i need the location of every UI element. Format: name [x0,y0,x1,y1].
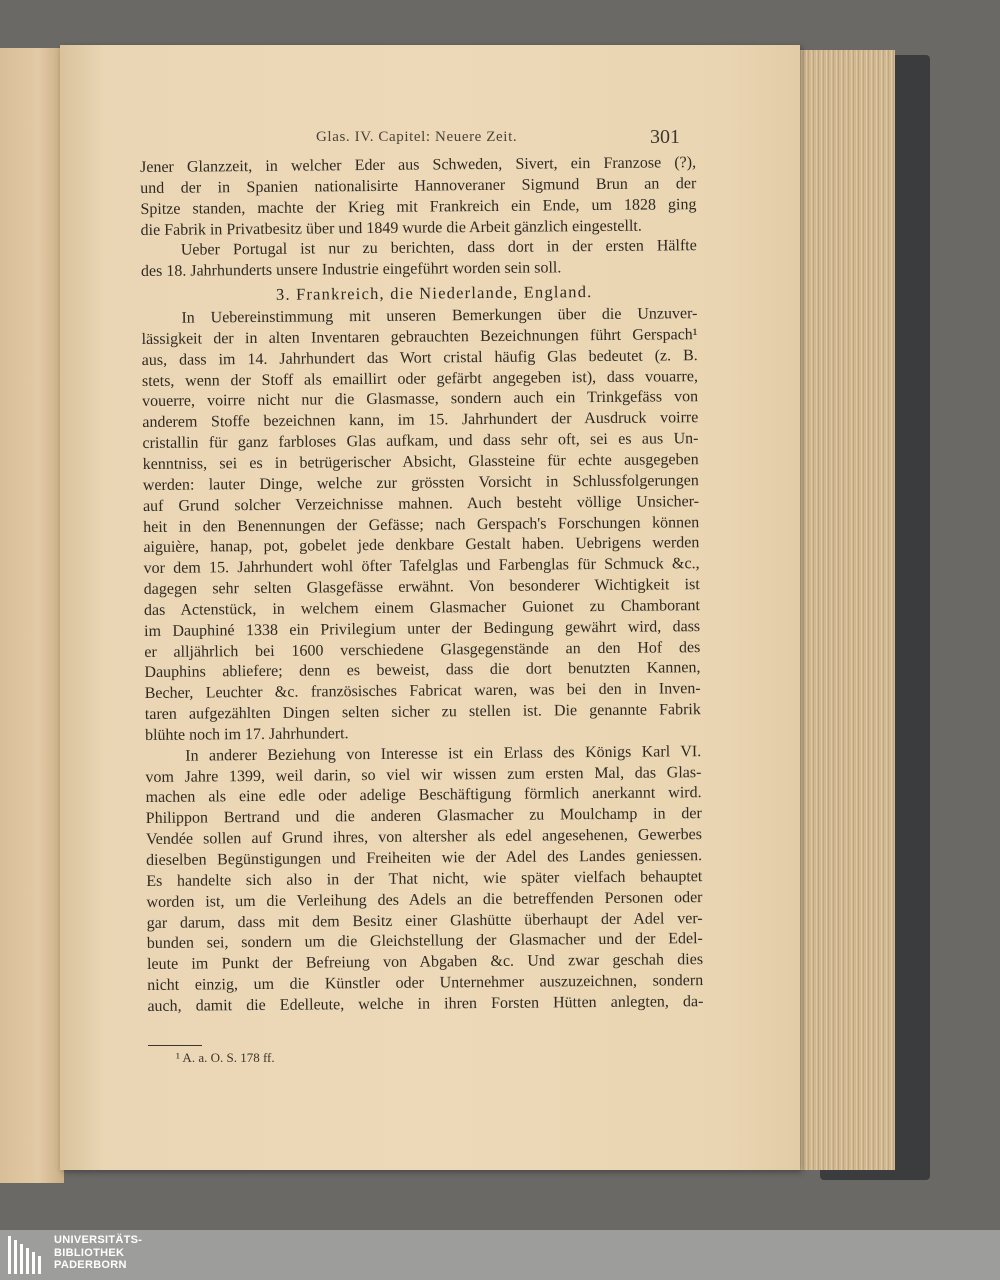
text-line: blühte noch im 17. Jahrhundert. [144,725,349,744]
text-line: taren aufgezählten Dingen selten sicher zu stellen ist. Die genannte Fabrik [144,701,701,724]
text-line: stets, wenn der Stoff als emaillirt oder gefärbt angegeben ist), dass vouarre, [141,367,698,390]
library-logo-icon [6,1234,46,1276]
text-line: auch, damit die Edelleute, welche in ihren Forsten Hütten anlegten, da- [147,993,704,1015]
text-line: Philippon Bertrand und die anderen Glasmacher zu Moulchamp in der [145,805,702,828]
text-line: aus, dass im 14. Jahrhundert das Wort cristal häufig Glas bedeutet (z. B. [141,346,698,369]
text-line: kenntniss, sei es in betrügerischer Absicht, Glassteine für echte ausgegeben [142,451,699,473]
text-line: anderem Stoffe bezeichnen kann, im 15. Jahrhundert der Ausdruck voirre [142,409,699,432]
text-line: bunden sei, sondern um die Gleichstellung der Glasmacher und der Edel- [146,930,703,953]
library-logo-text [54,1234,142,1272]
text-line: Es handelte sich also in der That nicht, wie später vielfach behauptet [146,867,703,890]
page-number: 301 [650,126,680,148]
text-line: Jener Glanzzeit, in welcher Eder aus Schweden, Sivert, ein Franzose (?), [140,154,697,176]
text-line: worden ist, um die Verleihung des Adels an die betreffenden Personen oder [146,888,703,911]
text-line: vouerre, voirre nicht nur die Glasmasse, sondern auch ein Trinkgefäss von [142,388,699,411]
text-line: dieselben Begünstigungen und Freiheiten wie der Adel des Landes geniessen. [146,847,703,869]
logo-line-3: PADERBORN [54,1259,127,1271]
text-line: werden: lauter Dinge, welche zur grössten Vorsicht in Schlussfolgerungen [142,471,699,494]
text-line: das Actenstück, in welchem einem Glasmacher Guionet zu Chamborant [143,597,701,619]
text-line: und der in Spanien nationalisirte Hannoveraner Sigmund Brun an der [140,174,697,197]
text-line: In anderer Beziehung von Interesse ist ein Erlass des Königs Karl VI. [185,742,702,765]
text-line: vom Jahre 1399, weil darin, so viel wir wissen zum ersten Mal, das Glas- [145,763,702,786]
running-head: Glas. IV. Capitel: Neuere Zeit. [316,129,518,145]
text-line: er alljährlich bei 1600 verschiedene Glasgegenstände an den Hof des [144,638,701,661]
text-line: auf Grund solcher Verzeichnisse mahnen. Auch besteht völlige Unsicher- [142,492,700,515]
section-heading: 3. Frankreich, die Niederlande, England. [275,282,593,304]
footnote: ¹ A. a. O. S. 178 ff. [176,1050,275,1065]
footnote-rule [148,1045,202,1046]
logo-line-2: BIBLIOTHEK [54,1246,125,1259]
page-edges [795,50,895,1170]
text-line: In Uebereinstimmung mit unseren Bemerkungen über die Unzuver- [181,305,698,327]
text-line: lässigkeit der in alten Inventaren gebrauchten Bezeichnungen führt Gerspach¹ [141,326,698,348]
text-line: vor dem 15. Jahrhundert wohl öfter Tafelglas und Farbenglas für Schmuck &c., [143,555,700,578]
text-line: heit in den Benennungen der Gefässe; nach Gerspach's Forschungen können [143,513,700,536]
text-line: aiguière, hanap, pot, gobelet jede denkbare Gestalt haben. Uebrigens werden [143,534,700,557]
text-line: Becher, Leuchter &c. französisches Fabricat waren, was bei den in Inven- [144,680,701,703]
text-line: cristallin für ganz farbloses Glas aufkam, und dass sehr oft, sei es aus Un- [142,430,699,453]
body-text [140,153,703,1018]
text-line: dagegen sehr selten Glasgefässe erwähnt. Von besonderer Wichtigkeit ist [143,576,700,599]
text-line: Spitze standen, machte der Krieg mit Frankreich ein Ende, um 1828 ging [140,195,697,218]
text-line: machen als eine edle oder adelige Beschäftigung förmlich anerkannt wird. [145,784,702,807]
logo-line-1: UNIVERSITÄTS- [54,1234,143,1246]
text-line: Dauphins abliefere; denn es beweist, dass die dort benutzten Kannen, [144,659,701,682]
text-line: im Dauphiné 1338 ein Privilegium unter der Bedingung gewährt wird, dass [144,617,701,640]
text-line: leute im Punkt der Befreiung von Abgaben &c. Und zwar geschah dies [146,951,704,974]
footer-bar [0,1230,1000,1280]
text-line: nicht einzig, um die Künstler oder Unternehmer auszuzeichnen, sondern [147,972,704,995]
left-page-edge [0,48,64,1183]
text-line: des 18. Jahrhunderts unsere Industrie eingeführt worden sein soll. [140,259,562,281]
text-line: gar darum, dass mit dem Besitz einer Glashütte überhaupt der Adel ver- [146,909,703,932]
text-line: Vendée sollen auf Grund ihres, von altersher als edel angesehenen, Gewerbes [145,826,703,849]
text-line: die Fabrik in Privatbesitz über und 1849 wurde die Arbeit gänzlich eingestellt. [140,217,642,239]
text-line: Ueber Portugal ist nur zu berichten, dass dort in der ersten Hälfte [180,237,697,260]
